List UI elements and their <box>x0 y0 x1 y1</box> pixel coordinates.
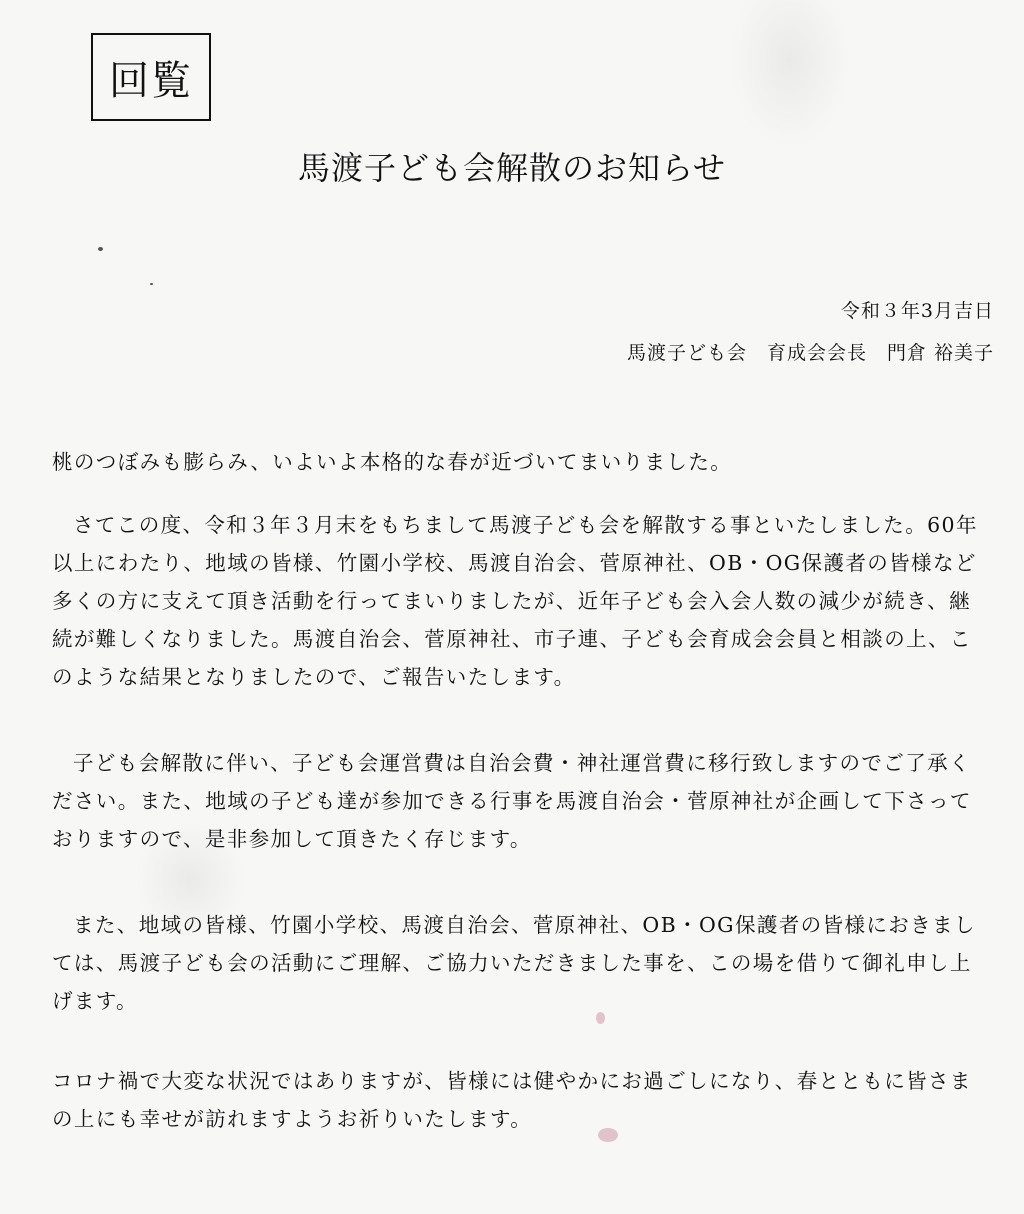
dissolution-paragraph: さてこの度、令和３年３月末をもちまして馬渡子ども会を解散する事といたしました。60年以上にわたり、地域の皆様、竹園小学校、馬渡自治会、菅原神社、OB・OG保護者の皆様など多くの方に支えて頂き活動を行ってまいりましたが、近年子ども会入会人数の減少が続き、継続が難しくなりました。馬渡自治会、菅原神社、市子連、子ども会育成会会員と相談の上、このような結果となりましたので、ご報告いたします。 <box>52 513 978 689</box>
thanks-paragraph: また、地域の皆様、竹園小学校、馬渡自治会、菅原神社、OB・OG保護者の皆様におきましては、馬渡子ども会の活動にご理解、ご協力いただきました事を、この場を借りて御礼申し上げます。 <box>52 913 976 1013</box>
sender-signature: 馬渡子ども会 育成会会長 門倉 裕美子 <box>626 342 994 364</box>
circular-label: 回覧 <box>109 57 193 104</box>
notice-date: 令和３年3月吉日 <box>840 300 994 322</box>
fee-transition-paragraph: 子ども会解散に伴い、子ども会運営費は自治会費・神社運営費に移行致しますのでご了承ください。また、地域の子ども達が参加できる行事を馬渡自治会・菅原神社が企画して下さっておりますので、是非参加して頂きたく存じます。 <box>52 751 972 851</box>
greeting-paragraph: 桃のつぼみも膨らみ、いよいよ本格的な春が近づいてまいりました。 <box>52 450 733 474</box>
circular-stamp-box <box>91 33 211 121</box>
closing-paragraph: コロナ禍で大変な状況ではありますが、皆様には健やかにお過ごしになり、春とともに皆さまの上にも幸せが訪れますようお祈りいたします。 <box>52 1069 972 1131</box>
scan-speck <box>150 283 153 285</box>
scan-smudge <box>596 1012 605 1024</box>
scan-speck <box>98 247 103 251</box>
notice-title: 馬渡子ども会解散のお知らせ <box>297 149 727 187</box>
scan-smudge <box>598 1128 618 1142</box>
